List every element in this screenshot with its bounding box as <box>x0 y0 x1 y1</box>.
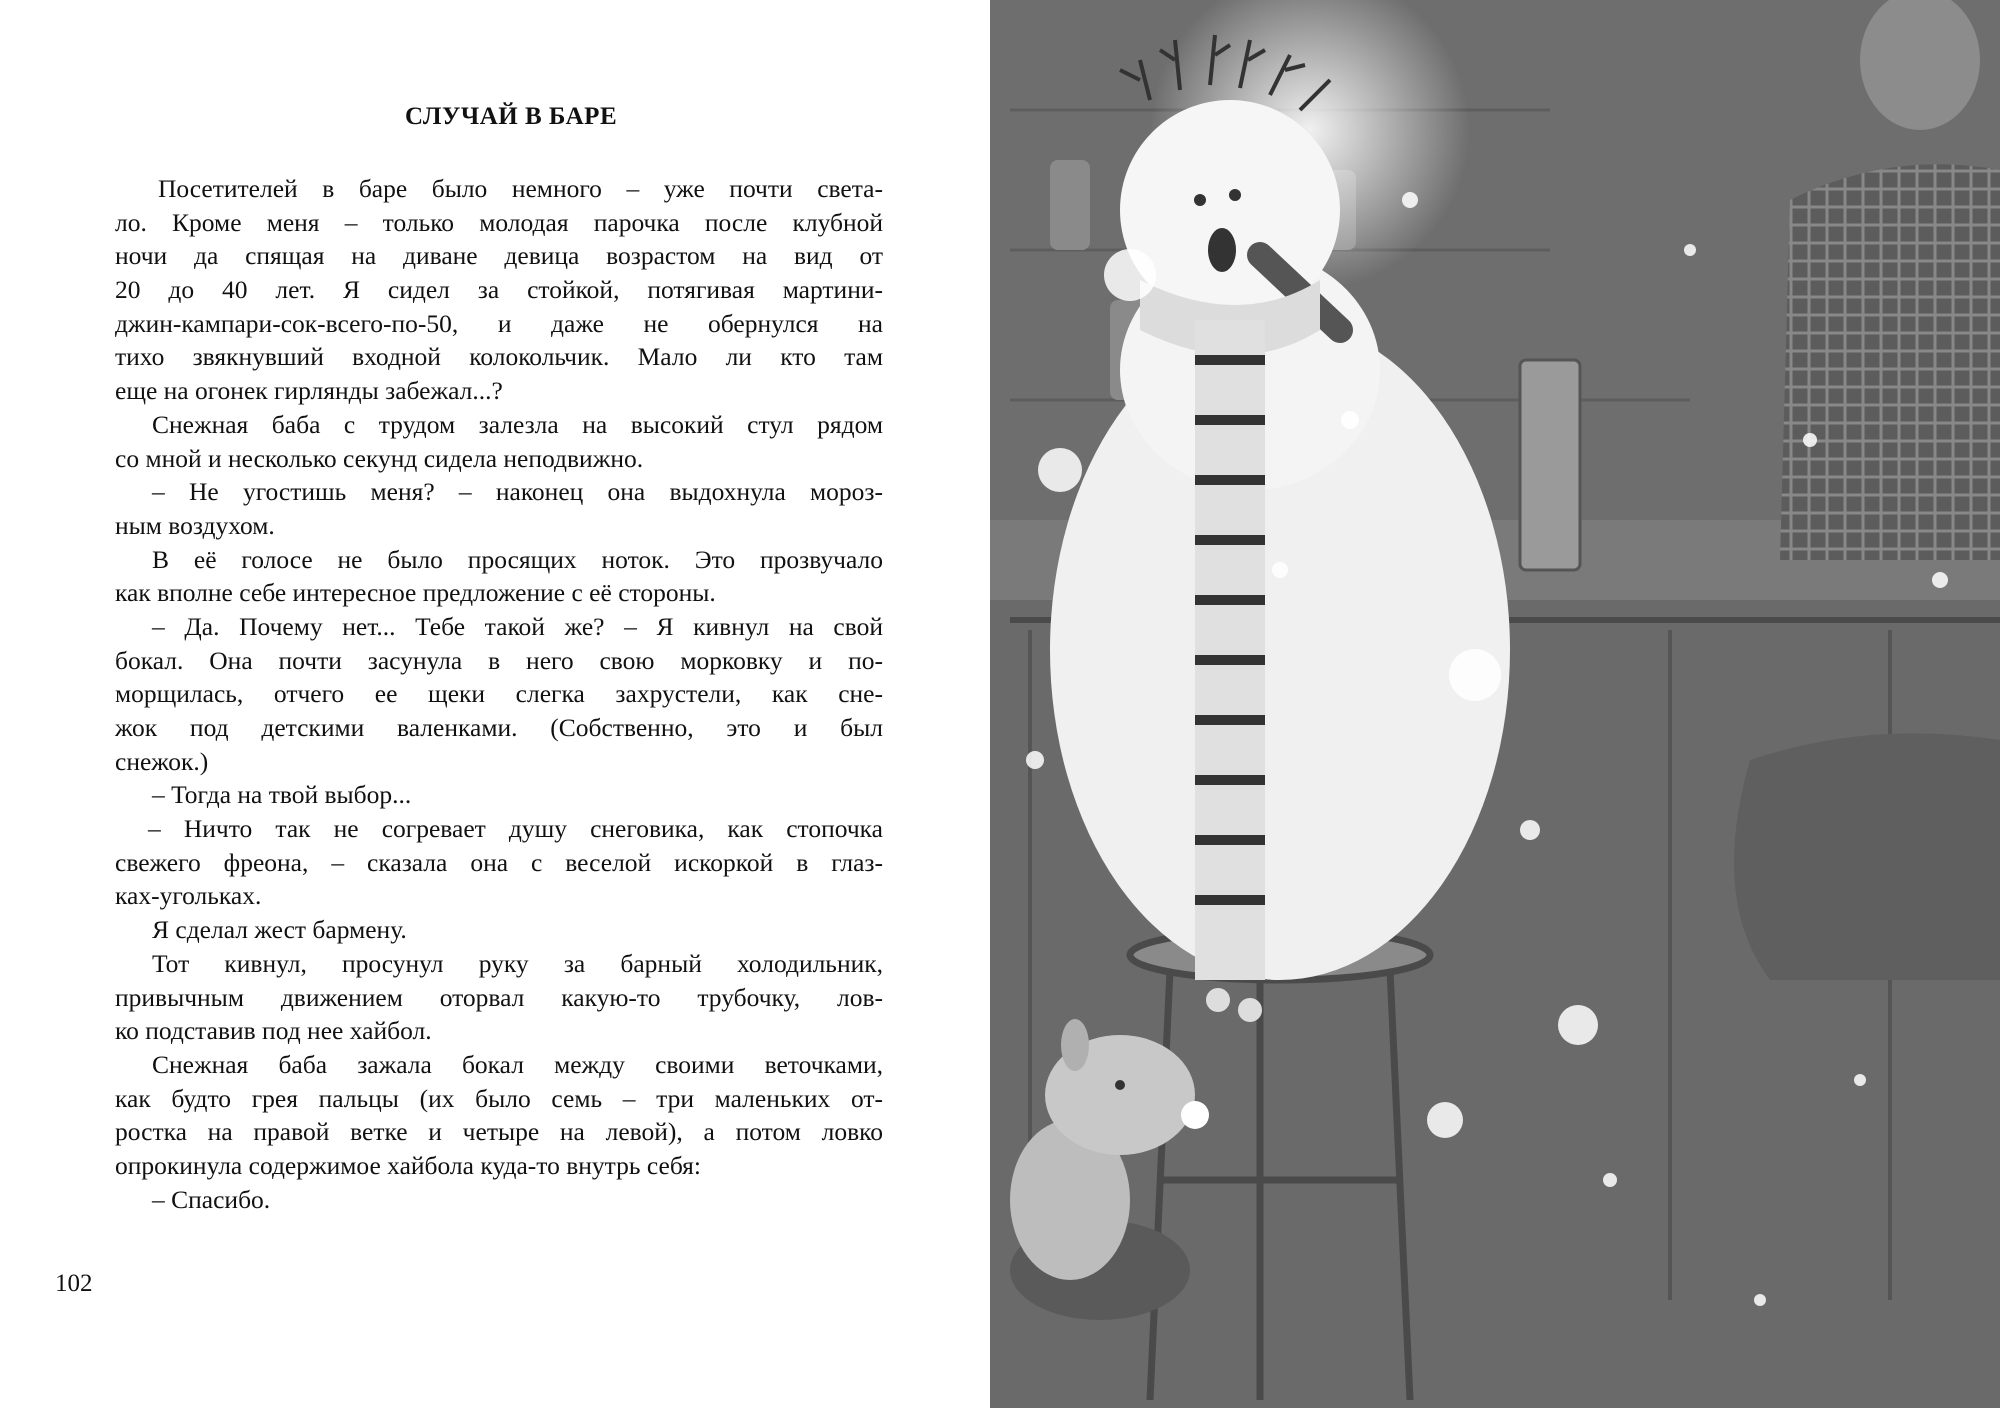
text-line: Посетителей в баре было немного – уже почти света- <box>158 174 883 203</box>
text-line: ночи да спящая на диване девица возрастом на вид от <box>115 241 883 271</box>
text-line: морщилась, отчего ее щеки слегка захрустели, как сне- <box>115 679 883 709</box>
text-line: снежок.) <box>115 746 209 776</box>
text-line: как будто грея пальцы (их было семь – три маленьких от- <box>115 1083 883 1113</box>
illustration-page <box>990 0 2000 1408</box>
left-page <box>0 0 990 1408</box>
text-line: Снежная баба зажала бокал между своими веточками, <box>152 1049 883 1079</box>
story-title: СЛУЧАЙ В БАРЕ <box>405 103 618 130</box>
story-text <box>115 172 883 1216</box>
text-line: ко подставив под нее хайбол. <box>115 1016 432 1046</box>
text-line: Тот кивнул, просунул руку за барный холодильник, <box>152 948 883 978</box>
text-line: со мной и несколько секунд сидела неподвижно. <box>115 443 644 473</box>
text-line: 20 до 40 лет. Я сидел за стойкой, потягивая мартини- <box>115 275 883 305</box>
text-line: привычным движением оторвал какую-то трубочку, лов- <box>115 982 883 1012</box>
text-line: как вполне себе интересное предложение с её стороны. <box>115 578 716 608</box>
text-line: В её голосе не было просящих ноток. Это прозвучало <box>152 544 883 574</box>
text-line: ным воздухом. <box>115 510 275 540</box>
text-line: – Тогда на твой выбор... <box>152 780 412 810</box>
text-line: джин-кампари-сок-всего-по-50, и даже не обернулся на <box>115 308 883 338</box>
text-line: Я сделал жест бармену. <box>152 915 407 945</box>
text-line: бокал. Она почти засунула в него свою морковку и по- <box>115 645 883 675</box>
highball-glass <box>1520 360 1580 570</box>
text-line: ках-угольках. <box>115 881 262 911</box>
text-line: Снежная баба с трудом залезла на высокий стул рядом <box>152 409 883 439</box>
page-number: 102 <box>55 1270 93 1297</box>
text-line: – Ничто так не согревает душу снеговика, как стопочка <box>148 814 883 844</box>
snow-woman-illustration <box>990 0 2000 1408</box>
text-line: жок под детскими валенками. (Собственно, это и был <box>115 713 883 742</box>
text-line: ростка на правой ветке и четыре на левой), а потом ловко <box>115 1117 883 1147</box>
text-line: – Не угостишь меня? – наконец она выдохнула мороз- <box>152 477 883 507</box>
text-line: опрокинула содержимое хайбола куда-то внутрь себя: <box>115 1150 701 1180</box>
text-line: – Спасибо. <box>152 1184 271 1214</box>
text-line: тихо звякнувший входной колокольчик. Мало ли кто там <box>115 342 883 372</box>
text-line: свежего фреона, – сказала она с веселой искоркой в глаз- <box>115 847 883 877</box>
text-line: еще на огонек гирлянды забежал...? <box>115 376 503 406</box>
text-line: – Да. Почему нет... Тебе такой же? – Я кивнул на свой <box>152 611 883 641</box>
text-line: ло. Кроме меня – только молодая парочка после клубной <box>115 207 883 237</box>
